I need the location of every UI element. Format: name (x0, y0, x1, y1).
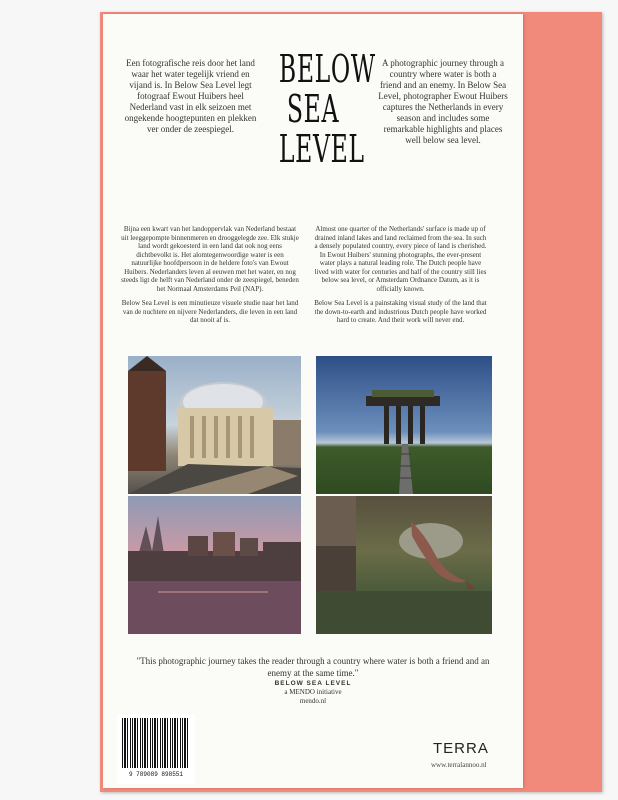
photo-museum-dome (128, 356, 301, 494)
canal-illustration (128, 496, 301, 634)
museum-illustration (128, 356, 301, 494)
publisher-url: www.terralannoo.nl (431, 761, 487, 769)
photo-table-monument (316, 356, 492, 494)
body-paragraph: Below Sea Level is a painstaking visual study of the land that the down-to-earth and industrious Dutch people have worked hard to create. And their work will never end. (314, 299, 487, 324)
photo-aerial-sculpture (316, 496, 492, 634)
photo-canal-dusk (128, 496, 301, 634)
isbn-barcode (117, 714, 195, 784)
back-cover-jacket (103, 14, 523, 788)
review-quote: "This photographic journey takes the reader through a country where water is both a friend and an enemy at the same time." (136, 656, 490, 678)
english-blurb: A photographic journey through a country where water is both a friend and an enemy. In Below Sea Level, photographer Ewout Huibers captures the Netherlands in every season and includes some remarkable highlights and places well below sea level. (378, 58, 508, 145)
body-paragraph: Below Sea Level is een minutieuze visuele studie naar het land van de nuchtere en nijvere Nederlanders, die leven in een land dat nooit af is. (121, 299, 299, 324)
dutch-blurb: Een fotografische reis door het land waar het water tegelijk vriend en vijand is. In Below Sea Level legt fotograaf Ewout Huibers heel Nederland vast in elk seizoen met ongekende hoogtepunten en plekken ver onder de zeespiegel. (124, 58, 257, 134)
book-title (278, 47, 376, 171)
credit-line: a MENDO initiative (284, 688, 342, 696)
credit-name: BELOW SEA LEVEL (274, 680, 352, 687)
body-paragraph: Almost one quarter of the Netherlands' surface is made up of drained inland lakes and land reclaimed from the sea. In such a densely populated country, every piece of land is cherished. In Ewout Huibers' stunning photographs, the ever-present water plays a natural leading role. The Dutch people have lived with water for centuries and half of the country still lies below sea level, or Amsterdam Ordnance Datum, as it is officially known. (314, 225, 487, 293)
barcode-number: 9 789089 898551 (128, 771, 183, 778)
dutch-body-text (121, 225, 299, 331)
english-body-text (313, 225, 488, 331)
monument-illustration (316, 356, 492, 494)
publisher-logo: TERRA (433, 740, 489, 757)
title-line: BELOW (278, 47, 376, 91)
body-paragraph: Bijna een kwart van het landoppervlak van Nederland bestaat uit leeggepompte binnenmeren en drooggelegde zee. Elk stukje land wordt gekoesterd in een land dat ook nog eens dichtbevolkt is. Het alomtegenwoordige water is een natuurlijke hoofdpersoon in de heldere foto's van Ewout Huibers. Nederlanders leven al eeuwen met het water, en nog steeds ligt de helft van Nederland onder de zeespiegel, beneden het Normaal Amsterdams Peil (NAP). (121, 225, 299, 293)
title-line: SEA (286, 87, 340, 131)
credit-block (238, 679, 388, 706)
title-line: LEVEL (278, 127, 365, 171)
credit-site: mendo.nl (299, 697, 327, 705)
barcode-bars (122, 718, 190, 768)
aerial-illustration (316, 496, 492, 634)
